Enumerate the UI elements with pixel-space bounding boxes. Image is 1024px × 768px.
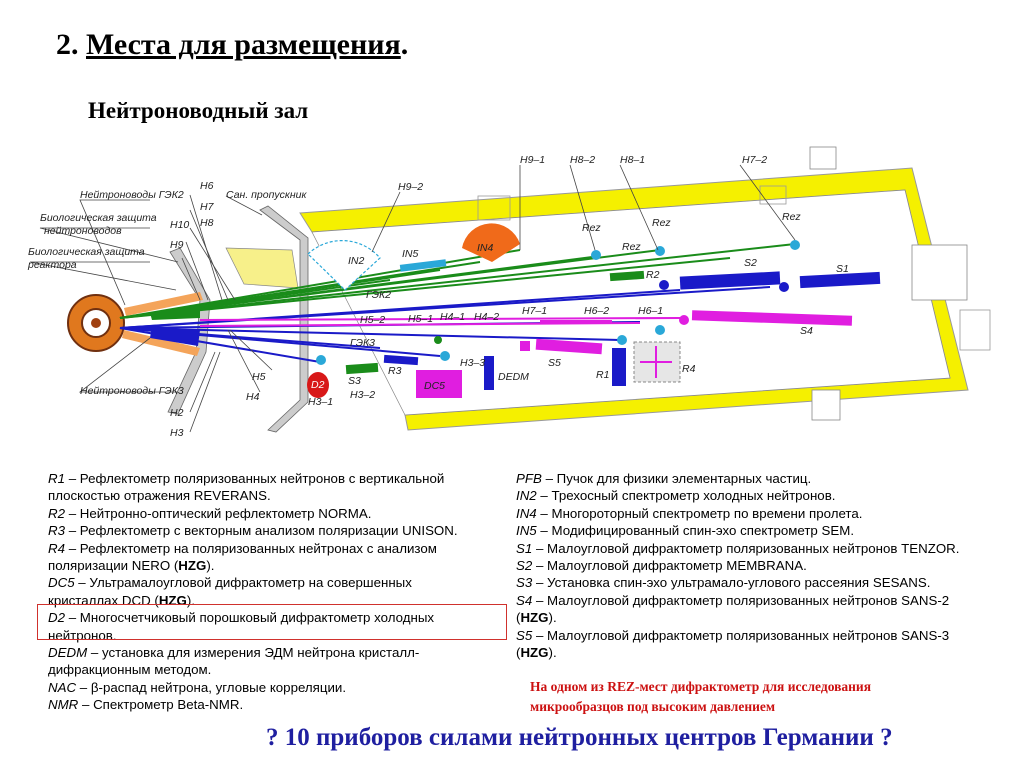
- label-dedm: DEDM: [498, 371, 529, 383]
- annex-right: [912, 245, 967, 300]
- label-r3: R3: [388, 365, 402, 377]
- title-period: .: [400, 28, 409, 61]
- legend-code: S2: [516, 558, 533, 574]
- label-bio2: Биологическая защита: [28, 246, 145, 258]
- label-h6-1: H6–1: [638, 305, 664, 317]
- legend-text: – Спектрометр Beta-NMR.: [78, 697, 244, 713]
- legend-text: (: [516, 610, 521, 626]
- label-h3: H3: [170, 427, 184, 439]
- label-h7: H7: [200, 201, 214, 213]
- label-h2: H2: [170, 407, 184, 419]
- legend-text: – Модифицированный спин-эхо спектрометр SEM.: [536, 523, 855, 539]
- legend-row: [48, 505, 518, 522]
- label-s4: S4: [800, 325, 813, 337]
- label-r1: R1: [596, 369, 610, 381]
- label-h9-1: H9–1: [520, 154, 546, 166]
- legend-text: поляризации NERO (: [48, 558, 179, 574]
- label-h8-2: H8–2: [570, 154, 596, 166]
- question-footer: ? 10 приборов силами нейтронных центров Германии ?: [266, 724, 893, 751]
- legend-code: PFB: [516, 471, 542, 486]
- legend-code: R2: [48, 505, 65, 521]
- h6-2-bar: [540, 320, 612, 324]
- label-h7-1: H7–1: [522, 305, 548, 317]
- label-h3-2: H3–2: [350, 389, 376, 401]
- label-dc5: DC5: [424, 380, 446, 392]
- legend-row: [48, 540, 518, 557]
- legend-text: – установка для измерения ЭДМ нейтрона кристалл-: [87, 645, 420, 661]
- legend-tail: ).: [548, 645, 557, 661]
- legend-code: IN4: [516, 505, 537, 521]
- section-title: Места для размещения: [86, 28, 401, 61]
- legend-code: D2: [48, 610, 65, 626]
- legend-text: – Многосчетчиковый порошковый дифрактометр холодных: [65, 610, 435, 626]
- legend-row: [516, 627, 1021, 644]
- label-bio2b: реактора: [28, 259, 77, 271]
- label-in4: IN4: [477, 242, 494, 254]
- annex-bottom: [812, 390, 840, 420]
- rez-note-line1: На одном из REZ-мест дифрактометр для исследования: [530, 679, 872, 694]
- label-rez1: Rez: [582, 222, 601, 234]
- legend-row: [516, 574, 1021, 591]
- legend-code: NMR: [48, 697, 79, 713]
- legend-code: NAC: [48, 679, 77, 695]
- label-h4-1: H4–1: [440, 311, 466, 323]
- rez-note-line2: микрообразцов под высоким давлением: [530, 699, 776, 714]
- legend-text: дифракционным методом.: [48, 662, 212, 678]
- legend-code: S4: [516, 592, 533, 608]
- legend-bold: HZG: [158, 592, 187, 608]
- label-h10: H10: [170, 219, 190, 231]
- legend-text: – Рефлектометр с векторным анализом поляризации UNISON.: [65, 523, 458, 539]
- label-h4: H4: [246, 391, 260, 403]
- hall-subtitle: Нейтроноводный зал: [88, 98, 309, 123]
- label-d2: D2: [311, 379, 325, 391]
- legend-bold: HZG: [520, 610, 549, 626]
- label-h8-1: H8–1: [620, 154, 646, 166]
- label-h5: H5: [252, 371, 266, 383]
- label-h6-2: H6–2: [584, 305, 610, 317]
- legend-row: [48, 487, 518, 504]
- legend-text: – Пучок для физики элементарных частиц.: [541, 471, 812, 486]
- legend-code: S1: [516, 540, 533, 556]
- node-magenta: [679, 315, 689, 325]
- legend-code: IN2: [516, 488, 537, 504]
- legend-code: DC5: [48, 575, 75, 591]
- label-in2: IN2: [348, 255, 365, 267]
- d2-highlight-box: [37, 604, 507, 640]
- legend-text: – Малоугловой дифрактометр поляризованных нейтронов SANS-3: [532, 627, 950, 643]
- legend-row: [516, 505, 1021, 522]
- label-gek2-beam: ГЭК2: [366, 289, 392, 301]
- label-h3-1: H3–1: [308, 396, 334, 408]
- legend-row: [48, 644, 521, 661]
- legend-text: – Малоугловой дифрактометр поляризованных нейтронов TENZOR.: [532, 540, 960, 556]
- legend-row: [48, 679, 518, 696]
- s3-instrument: [346, 363, 379, 374]
- legend-text: кристаллах DCD (: [48, 592, 159, 608]
- label-bio1: Биологическая защита: [40, 212, 157, 224]
- legend-row: [48, 661, 518, 678]
- legend-code: IN5: [516, 523, 537, 539]
- label-h9-2: H9–2: [398, 181, 424, 193]
- label-h5-1: H5–1: [408, 313, 434, 325]
- legend-text: – Установка спин-эхо ультрамало-углового рассеяния SESANS.: [532, 575, 931, 591]
- legend-row: [48, 696, 518, 713]
- stairs-3: [960, 310, 990, 350]
- label-h7-2: H7–2: [742, 154, 768, 166]
- legend-row: [516, 540, 1021, 557]
- legend-code: S5: [516, 627, 533, 643]
- legend-row: [516, 487, 1021, 504]
- r1-instrument: [612, 348, 626, 386]
- label-h9: H9: [170, 239, 184, 251]
- legend-row: [48, 557, 518, 574]
- label-in5: IN5: [402, 248, 419, 260]
- legend-bold: HZG: [178, 558, 207, 574]
- label-gek3-beam: ГЭК3: [350, 337, 376, 349]
- legend-code: DEDM: [48, 645, 88, 661]
- legend-text: – Многороторный спектрометр по времени пролета.: [536, 505, 863, 521]
- label-s3: S3: [348, 375, 361, 387]
- node-green: [434, 336, 442, 344]
- legend-text: – Малоугловой дифрактометр MEMBRANA.: [532, 558, 807, 574]
- slide-title: [56, 28, 408, 62]
- legend-row: [48, 470, 518, 487]
- legend-row: [516, 592, 1021, 609]
- legend-tail: ).: [206, 558, 215, 574]
- label-rez2: Rez: [652, 217, 671, 229]
- legend-text: нейтронов.: [48, 627, 117, 643]
- label-san: Сан. пропускник: [226, 189, 307, 201]
- legend-text: – Рефлектометр на поляризованных нейтронах с анализом: [65, 540, 437, 556]
- legend-text: – β-распад нейтрона, угловые корреляции.: [76, 679, 347, 695]
- legend-code: R1: [48, 471, 65, 486]
- legend-row: [48, 522, 518, 539]
- legend-row: [516, 522, 1021, 539]
- label-s1: S1: [836, 263, 849, 275]
- legend-row: [48, 574, 518, 591]
- label-h8: H8: [200, 217, 214, 229]
- label-h6: H6: [200, 180, 214, 192]
- nac-block: [520, 341, 530, 351]
- legend-code: S3: [516, 575, 533, 591]
- label-r4: R4: [682, 363, 696, 375]
- legend-text: (: [516, 645, 521, 661]
- reactor-center: [91, 318, 101, 328]
- legend-code: R4: [48, 540, 65, 556]
- legend-text: – Нейтронно-оптический рефлектометр NORMA.: [65, 505, 372, 521]
- label-gek2: Нейтроноводы ГЭК2: [80, 189, 184, 201]
- legend-row: [516, 557, 1021, 574]
- neutron-guide-hall-plan: [0, 140, 1024, 465]
- legend-text: – Трехосный спектрометр холодных нейтронов.: [536, 488, 836, 504]
- label-rez4: Rez: [782, 211, 801, 223]
- sanitary-checkpoint: [226, 248, 298, 288]
- legend-right: [516, 470, 1021, 661]
- dedm-instrument: [484, 356, 494, 390]
- legend-row: [516, 609, 1021, 626]
- legend-text: плоскостью отражения REVERANS.: [48, 488, 271, 504]
- label-h4-2: H4–2: [474, 311, 500, 323]
- annex-top: [810, 147, 836, 169]
- label-s2: S2: [744, 257, 757, 269]
- legend-text: – Ультрамалоугловой дифрактометр на совершенных: [74, 575, 412, 591]
- label-r2: R2: [646, 269, 660, 281]
- section-number: 2.: [56, 28, 79, 61]
- legend-row: [516, 470, 1021, 487]
- legend-bold: HZG: [520, 645, 549, 661]
- legend-text: – Рефлектометр поляризованных нейтронов с вертикальной: [65, 471, 445, 486]
- legend-code: R3: [48, 523, 65, 539]
- legend-row: [516, 644, 1021, 661]
- label-s5: S5: [548, 357, 561, 369]
- label-h5-2: H5–2: [360, 314, 386, 326]
- legend-tail: ).: [548, 610, 557, 626]
- label-rez3: Rez: [622, 241, 641, 253]
- label-gek3: Нейтроноводы ГЭК3: [80, 385, 184, 397]
- legend-tail: ).: [186, 592, 196, 608]
- rez-note: [530, 677, 990, 717]
- legend-text: – Малоугловой дифрактометр поляризованных нейтронов SANS-2: [532, 592, 950, 608]
- label-h3-3: H3–3: [460, 357, 486, 369]
- legend-left: [48, 470, 521, 714]
- label-bio1b: нейтроноводов: [44, 225, 122, 237]
